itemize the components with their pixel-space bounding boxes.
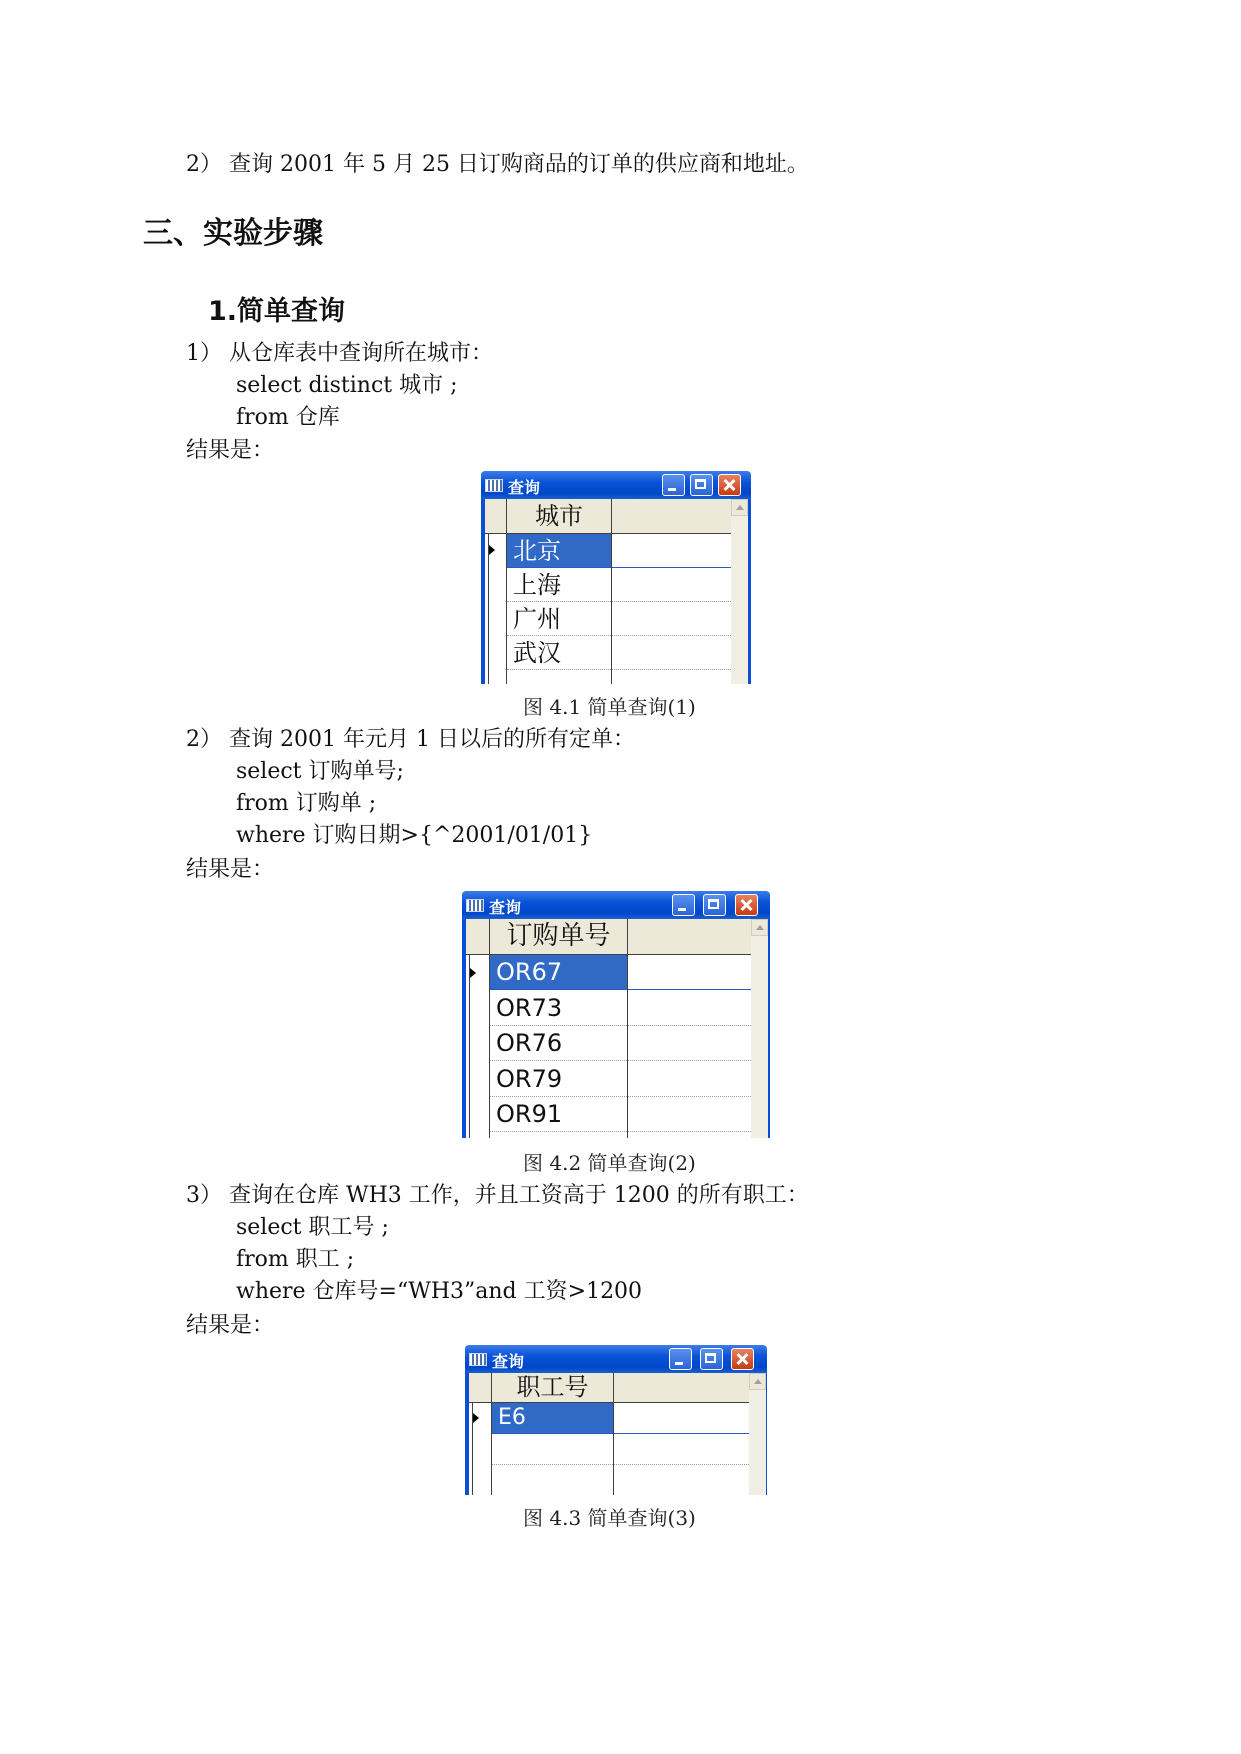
table-row[interactable]	[492, 1403, 749, 1434]
subsection-title: 1.简单查询	[208, 296, 346, 327]
window-titlebar[interactable]	[481, 471, 751, 499]
close-icon[interactable]	[718, 474, 741, 496]
table-cell[interactable]: OR76	[496, 1029, 563, 1057]
table-row[interactable]	[507, 636, 731, 670]
q2-code-line-2: from 订购单 ;	[236, 791, 377, 816]
table-cell[interactable]: 武汉	[513, 639, 561, 667]
figure-caption-1: 图 4.1 简单查询(1)	[523, 695, 696, 719]
header-corner	[469, 1373, 492, 1402]
vertical-scrollbar[interactable]	[731, 499, 748, 684]
section-title: 三、实验步骤	[143, 216, 323, 251]
maximize-icon[interactable]	[690, 474, 713, 496]
column-divider	[613, 1403, 614, 1495]
scroll-up-arrow-icon[interactable]	[749, 1373, 766, 1390]
vertical-scrollbar[interactable]	[751, 919, 768, 1138]
q3-code-line-2: from 职工 ;	[236, 1247, 355, 1272]
result-grid[interactable]	[469, 1373, 749, 1495]
table-icon	[466, 899, 484, 912]
figure-caption-3: 图 4.3 简单查询(3)	[523, 1506, 696, 1530]
window-frame-right	[766, 1373, 767, 1495]
record-selector-bar[interactable]	[485, 534, 507, 684]
q1-result-label: 结果是：	[186, 438, 275, 463]
row-pointer-icon	[470, 968, 476, 978]
table-row[interactable]	[507, 602, 731, 636]
table-cell[interactable]: E6	[492, 1403, 613, 1433]
table-cell[interactable]: 广州	[513, 605, 561, 633]
window-frame-right	[748, 499, 751, 684]
table-row[interactable]	[490, 1061, 751, 1097]
query-window-1	[481, 471, 751, 684]
q1-code-line-2: from 仓库	[236, 405, 340, 430]
table-cell[interactable]: OR79	[496, 1065, 563, 1093]
intro-item-2: 2） 查询 2001 年 5 月 25 日订购商品的订单的供应商和地址。	[186, 152, 809, 177]
header-corner	[485, 499, 507, 533]
column-header-employee-no[interactable]: 职工号	[492, 1373, 614, 1402]
close-icon[interactable]	[731, 1348, 754, 1370]
row-pointer-icon	[473, 1413, 479, 1423]
table-icon	[469, 1353, 487, 1366]
q3-result-label: 结果是：	[186, 1313, 275, 1338]
table-row[interactable]	[490, 955, 751, 990]
window-frame-right	[768, 919, 770, 1138]
table-row[interactable]	[507, 534, 731, 568]
query-window-3	[465, 1345, 767, 1495]
q3-code-line-1: select 职工号 ;	[236, 1215, 389, 1240]
table-cell[interactable]: OR91	[496, 1100, 563, 1128]
header-corner	[466, 919, 490, 954]
q2-code-line-1: select 订购单号;	[236, 759, 404, 784]
vertical-scrollbar[interactable]	[749, 1373, 766, 1495]
row-pointer-icon	[489, 545, 495, 555]
grid-rows	[490, 955, 751, 1138]
window-titlebar[interactable]	[462, 891, 770, 919]
q2-heading: 2） 查询 2001 年元月 1 日以后的所有定单：	[186, 727, 635, 752]
grid-rows	[507, 534, 731, 684]
table-row[interactable]	[490, 1026, 751, 1061]
column-divider	[611, 534, 612, 684]
table-row[interactable]	[492, 1434, 749, 1465]
result-grid[interactable]	[485, 499, 731, 684]
table-cell[interactable]: 上海	[513, 571, 561, 599]
grid-rows	[492, 1403, 749, 1495]
result-grid[interactable]	[466, 919, 751, 1138]
minimize-icon[interactable]	[662, 474, 685, 496]
table-cell[interactable]: 北京	[507, 534, 611, 567]
q2-result-label: 结果是：	[186, 857, 275, 882]
q2-code-line-3: where 订购日期>{^2001/01/01}	[236, 823, 593, 848]
q3-heading: 3） 查询在仓库 WH3 工作，并且工资高于 1200 的所有职工：	[186, 1183, 809, 1208]
column-header-order-no[interactable]: 订购单号	[490, 919, 628, 954]
window-title: 查询	[508, 478, 541, 497]
minimize-icon[interactable]	[669, 1348, 692, 1370]
scroll-up-arrow-icon[interactable]	[731, 499, 748, 516]
table-icon	[485, 479, 503, 492]
window-title: 查询	[492, 1352, 525, 1371]
scroll-up-arrow-icon[interactable]	[751, 919, 768, 936]
table-cell[interactable]: OR73	[496, 994, 563, 1022]
minimize-icon[interactable]	[672, 894, 695, 916]
table-row[interactable]	[507, 568, 731, 602]
table-row[interactable]	[490, 990, 751, 1026]
table-cell[interactable]	[492, 1434, 613, 1464]
selector-line	[488, 534, 489, 684]
selector-line	[469, 955, 470, 1138]
table-row[interactable]	[490, 1097, 751, 1132]
table-cell[interactable]: OR67	[490, 955, 627, 989]
grid-header	[485, 499, 731, 534]
window-titlebar[interactable]	[465, 1345, 767, 1373]
maximize-icon[interactable]	[703, 894, 726, 916]
grid-header	[469, 1373, 749, 1403]
q1-code-line-1: select distinct 城市 ;	[236, 373, 458, 398]
q3-code-line-3: where 仓库号=“WH3”and 工资>1200	[236, 1279, 643, 1304]
column-header-city[interactable]: 城市	[507, 499, 612, 533]
query-window-2	[462, 891, 770, 1138]
grid-header	[466, 919, 751, 955]
window-title: 查询	[489, 898, 522, 917]
figure-caption-2: 图 4.2 简单查询(2)	[523, 1151, 696, 1175]
record-selector-bar[interactable]	[466, 955, 490, 1138]
q1-heading: 1） 从仓库表中查询所在城市：	[186, 341, 493, 366]
close-icon[interactable]	[735, 894, 758, 916]
maximize-icon[interactable]	[700, 1348, 723, 1370]
column-divider	[627, 955, 628, 1138]
